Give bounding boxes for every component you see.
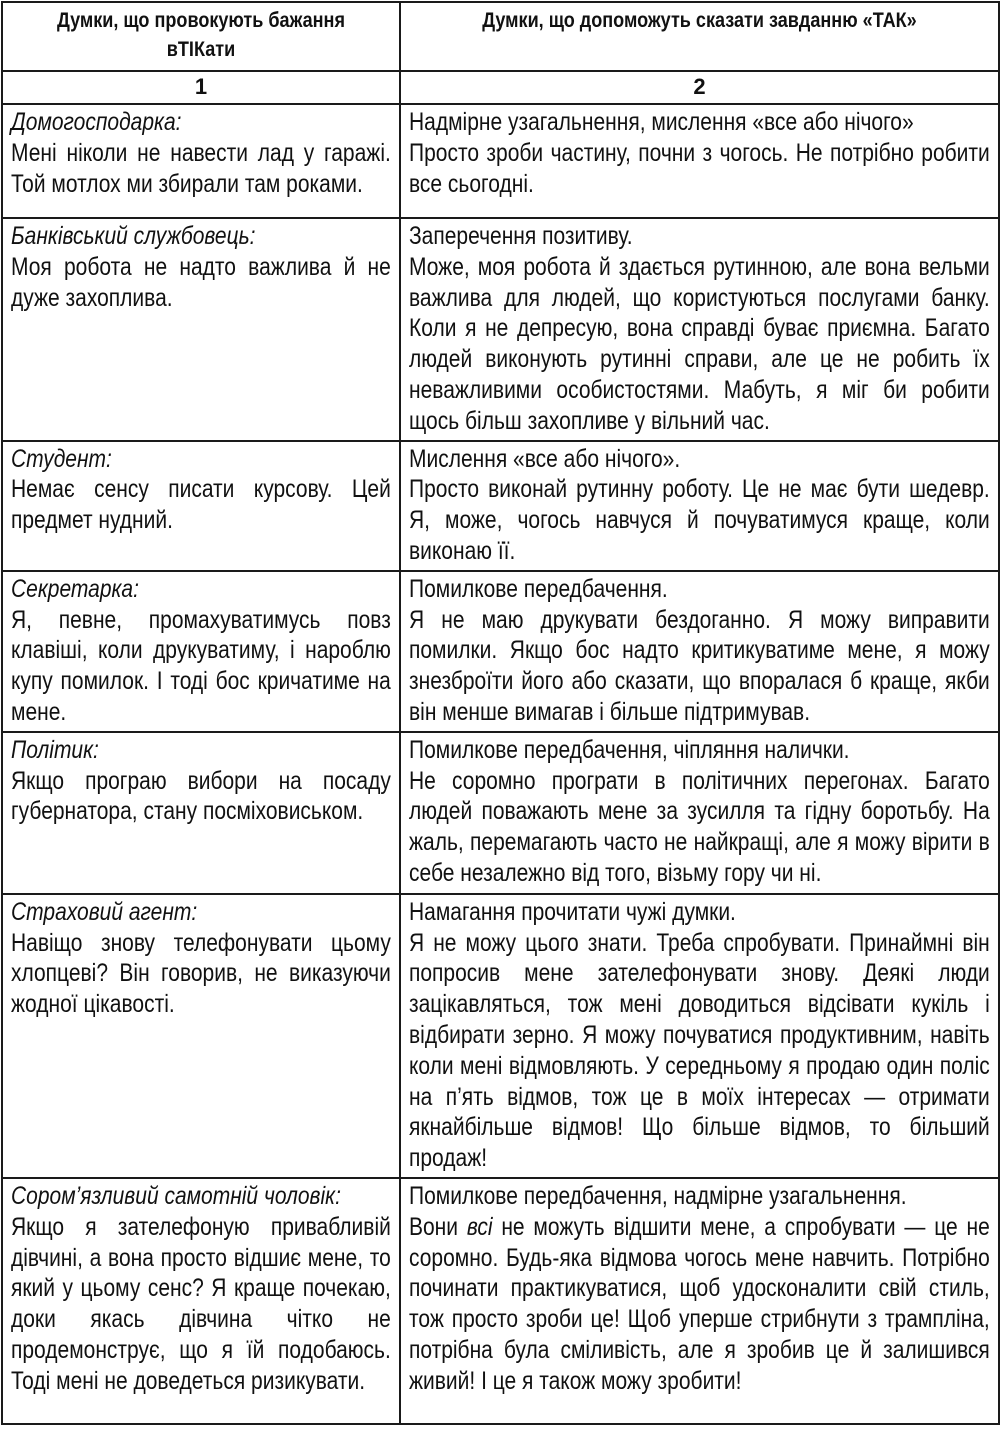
distortion-label: Заперечення позитиву. — [409, 222, 633, 250]
negative-thought: Навіщо знову телефонувати цьому хлопцеві? Він говорив, не виказуючи жодної цікавості. — [11, 928, 391, 1019]
response-rest: не можуть відшити мене, а спробувати — це не соромно. Будь-яка відмова чогось мене навчить. Потрібно починати практикуватися, щоб удосконалити свій стиль, тож просто зроби це! Щоб уперше стрибнути з трампліна, потрібна була сміливість, але я зробив це й залишився живий! І це я також можу зробити! — [409, 1212, 990, 1395]
negative-thought: Немає сенсу писати курсову. Цей предмет нудний. — [11, 475, 391, 535]
rational-response-cell — [400, 218, 999, 441]
negative-thought-cell — [2, 732, 400, 894]
rational-response-cell — [400, 104, 999, 218]
rational-response-cell — [400, 894, 999, 1178]
rational-response: Просто зроби частину, почни з чогось. Не потрібно робити все сьогодні. — [409, 138, 990, 198]
rational-response: Я не можу цього знати. Треба спробувати. Принаймні він попросив мене зателефонувати знову. Деякі люди зацікавляться, тож мені доводиться відсівати кукіль і відбирати зерно. Я можу почуватися продуктивним, навіть коли мені відмовляють. У середньому я продаю один поліс на п’ять відмов, тож це в моїх інтересах — отримати якнайбільше відмов! Що більше відмов, то більший продаж! — [409, 928, 990, 1173]
distortion-label: Помилкове передбачення, надмірне узагальнення. — [409, 1181, 907, 1210]
response-lead: Вони — [409, 1212, 467, 1241]
negative-thought-cell — [2, 441, 400, 571]
table-row — [2, 104, 999, 218]
negative-thought-cell — [2, 104, 400, 218]
role-label: Страховий агент: — [11, 897, 198, 926]
table-row — [2, 441, 999, 571]
distortion-label: Намагання прочитати чужі думки. — [409, 897, 736, 926]
column-number-2: 2 — [400, 71, 999, 104]
rational-response-cell — [400, 732, 999, 894]
rational-response-cell — [400, 571, 999, 732]
distortion-label: Помилкове передбачення, чіпляння налички. — [409, 735, 850, 764]
negative-thought-cell — [2, 894, 400, 1178]
role-label: Секретарка: — [11, 574, 139, 603]
column-header-2: Думки, що допоможуть сказати завданню «ТАК» — [442, 2, 957, 71]
table-row — [2, 732, 999, 894]
role-label: Політик: — [11, 735, 99, 764]
role-label: Домогосподарка: — [11, 108, 182, 136]
rational-response: Може, моя робота й здається рутинною, але вона вельми важлива для людей, що користуються послугами банку. Коли я не депресую, вона справді буває приємна. Багато людей виконують рутинні справи, але це не робить їх неважливими особистостями. Мабуть, я міг би робити щось більш захопливе у вільний час. — [409, 252, 990, 435]
rational-response-cell — [400, 1178, 999, 1424]
cbt-thoughts-table — [1, 1, 1000, 1425]
negative-thought: Мені ніколи не навести лад у гаражі. Той мотлох ми збирали там роками. — [11, 138, 391, 198]
emphasis-word: всі — [466, 1212, 493, 1241]
negative-thought-cell — [2, 218, 400, 441]
distortion-label: Помилкове передбачення. — [409, 574, 668, 603]
table-row — [2, 218, 999, 441]
negative-thought-cell — [2, 1178, 400, 1424]
rational-response: Не соромно програти в політичних перегонах. Багато людей поважають мене за зусилля та гідну боротьбу. На жаль, перемагають часто не найкращі, але я можу вірити в себе незалежно від того, візьму гору чи ні. — [409, 766, 990, 887]
column-number-row — [2, 71, 999, 104]
table-row — [2, 1178, 999, 1424]
negative-thought: Якщо я зателефоную привабливій дівчині, а вона просто відшиє мене, то який у цьому сенс? Я краще почекаю, доки якась дівчина чітко не продемонструє, що я їй подобаюсь. Тоді мені не доведеться ризикувати. — [11, 1212, 391, 1395]
negative-thought: Я, певне, промахуватимусь повз клавіші, коли друкуватиму, і нароблю купу помилок. І тоді бос кричатиме на мене. — [11, 605, 391, 726]
rational-response: Я не маю друкувати бездоганно. Я можу виправити помилки. Якщо бос надто критикуватиме мене, я можу знезброїти його або сказати, що впоралася б краще, якби він менше вимагав і більше підтримував. — [409, 605, 990, 726]
distortion-label: Мислення «все або нічого». — [409, 444, 681, 473]
header-row — [2, 2, 999, 71]
rational-response — [409, 1212, 990, 1397]
negative-thought: Якщо програю вибори на посаду губернатора, стану посміховиськом. — [11, 766, 391, 826]
column-header-1: Думки, що провокують бажання вТІКати — [30, 2, 372, 71]
negative-thought: Моя робота не надто важлива й не дуже захоплива. — [11, 252, 391, 312]
rational-response: Просто виконай рутинну роботу. Це не має бути шедевр. Я, може, чогось навчуся й почуватимуся краще, коли виконаю її. — [409, 475, 990, 565]
distortion-label: Надмірне узагальнення, мислення «все або нічого» — [409, 108, 914, 136]
table-row — [2, 571, 999, 732]
table-row — [2, 894, 999, 1178]
role-label: Сором’язливий самотній чоловік: — [11, 1181, 341, 1210]
role-label: Банківський службовець: — [11, 222, 256, 250]
column-number-1: 1 — [2, 71, 400, 104]
rational-response-cell — [400, 441, 999, 571]
negative-thought-cell — [2, 571, 400, 732]
role-label: Студент: — [11, 444, 112, 473]
